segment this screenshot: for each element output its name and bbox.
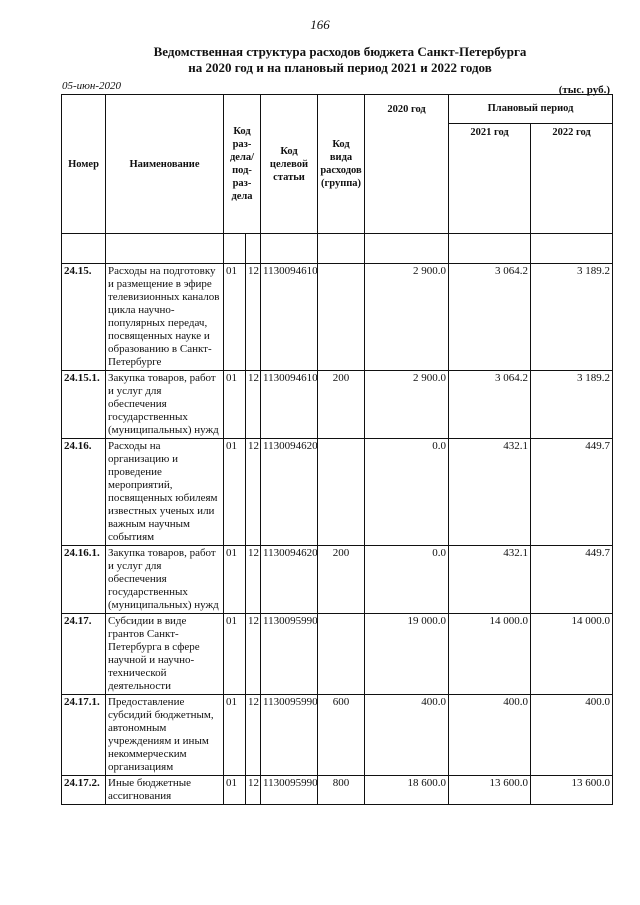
row-2020-value: 2 900.0 <box>365 371 449 439</box>
table-row <box>62 614 613 695</box>
row-2022-value: 3 189.2 <box>531 264 613 371</box>
row-2020-value: 19 000.0 <box>365 614 449 695</box>
page-number: 166 <box>310 17 330 32</box>
row-2021-value: 3 064.2 <box>449 264 531 371</box>
row-target-code: 1130095990 <box>261 776 318 805</box>
row-number: 24.16.1. <box>62 546 106 614</box>
row-subsection-code: 12 <box>246 695 261 776</box>
row-subsection-code: 12 <box>246 371 261 439</box>
row-section-code: 01 <box>224 439 246 546</box>
row-expense-type: 600 <box>318 695 365 776</box>
header-2022: 2022 год <box>531 123 613 234</box>
row-2022-value: 400.0 <box>531 695 613 776</box>
row-2021-value: 14 000.0 <box>449 614 531 695</box>
row-number: 24.15. <box>62 264 106 371</box>
row-number: 24.17.2. <box>62 776 106 805</box>
row-section-code: 01 <box>224 371 246 439</box>
row-2020-value: 18 600.0 <box>365 776 449 805</box>
header-2021: 2021 год <box>449 123 531 234</box>
row-section-code: 01 <box>224 776 246 805</box>
row-name: Расходы на подготовку и размещение в эфире телевизионных каналов цикла научно-популярных передач, посвященных науке и образованию в Санкт-Петербурге <box>106 264 224 371</box>
row-expense-type <box>318 439 365 546</box>
row-2021-value: 3 064.2 <box>449 371 531 439</box>
row-expense-type: 800 <box>318 776 365 805</box>
row-section-code: 01 <box>224 614 246 695</box>
table-row <box>62 371 613 439</box>
row-target-code: 1130094610 <box>261 264 318 371</box>
row-target-code: 1130094610 <box>261 371 318 439</box>
row-name: Закупка товаров, работ и услуг для обеспечения государственных (муниципальных) нужд <box>106 546 224 614</box>
row-name: Иные бюджетные ассигнования <box>106 776 224 805</box>
row-subsection-code: 12 <box>246 614 261 695</box>
row-section-code: 01 <box>224 264 246 371</box>
row-subsection-code: 12 <box>246 546 261 614</box>
row-section-code: 01 <box>224 546 246 614</box>
row-2020-value: 0.0 <box>365 439 449 546</box>
header-2020: 2020 год <box>365 95 449 234</box>
row-subsection-code: 12 <box>246 264 261 371</box>
title-line-1: Ведомственная структура расходов бюджета Санкт-Петербурга <box>153 44 527 59</box>
row-name: Расходы на организацию и проведение мероприятий, посвященных юбилеям известных ученых или важным научным событиям <box>106 439 224 546</box>
row-name: Субсидии в виде грантов Санкт-Петербурга в сфере научной и научно-технической деятельности <box>106 614 224 695</box>
row-2020-value: 0.0 <box>365 546 449 614</box>
row-2022-value: 449.7 <box>531 439 613 546</box>
row-2022-value: 3 189.2 <box>531 371 613 439</box>
row-number: 24.17. <box>62 614 106 695</box>
row-target-code: 1130095990 <box>261 614 318 695</box>
row-2020-value: 2 900.0 <box>365 264 449 371</box>
row-name: Закупка товаров, работ и услуг для обеспечения государственных (муниципальных) нужд <box>106 371 224 439</box>
header-expense-type: Код вида расходов (группа) <box>318 95 365 234</box>
row-expense-type: 200 <box>318 546 365 614</box>
budget-table <box>61 94 613 805</box>
units-label: (тыс. руб.) <box>558 84 610 96</box>
row-number: 24.16. <box>62 439 106 546</box>
table-row <box>62 439 613 546</box>
row-target-code: 1130094620 <box>261 546 318 614</box>
row-2021-value: 13 600.0 <box>449 776 531 805</box>
table-row <box>62 546 613 614</box>
row-number: 24.17.1. <box>62 695 106 776</box>
row-2021-value: 400.0 <box>449 695 531 776</box>
document-title <box>60 44 620 76</box>
row-2021-value: 432.1 <box>449 546 531 614</box>
table-row <box>62 776 613 805</box>
row-expense-type <box>318 614 365 695</box>
document-date: 05-июн-2020 <box>62 80 122 92</box>
title-line-2: на 2020 год и на плановый период 2021 и 2022 годов <box>188 60 492 75</box>
header-name: Наименование <box>106 95 224 234</box>
row-2022-value: 13 600.0 <box>531 776 613 805</box>
row-target-code: 1130095990 <box>261 695 318 776</box>
row-number: 24.15.1. <box>62 371 106 439</box>
row-expense-type <box>318 264 365 371</box>
row-2022-value: 449.7 <box>531 546 613 614</box>
row-subsection-code: 12 <box>246 776 261 805</box>
row-expense-type: 200 <box>318 371 365 439</box>
header-section: Код раз-дела/ под-раз-дела <box>224 95 261 234</box>
table-row <box>62 695 613 776</box>
row-target-code: 1130094620 <box>261 439 318 546</box>
header-number: Номер <box>62 95 106 234</box>
row-section-code: 01 <box>224 695 246 776</box>
row-subsection-code: 12 <box>246 439 261 546</box>
header-planned-period: Плановый период <box>449 95 613 124</box>
table-row <box>62 264 613 371</box>
row-2022-value: 14 000.0 <box>531 614 613 695</box>
header-target: Код целевой статьи <box>261 95 318 234</box>
row-name: Предоставление субсидий бюджетным, автономным учреждениям и иным некоммерческим организациям <box>106 695 224 776</box>
row-2020-value: 400.0 <box>365 695 449 776</box>
row-2021-value: 432.1 <box>449 439 531 546</box>
